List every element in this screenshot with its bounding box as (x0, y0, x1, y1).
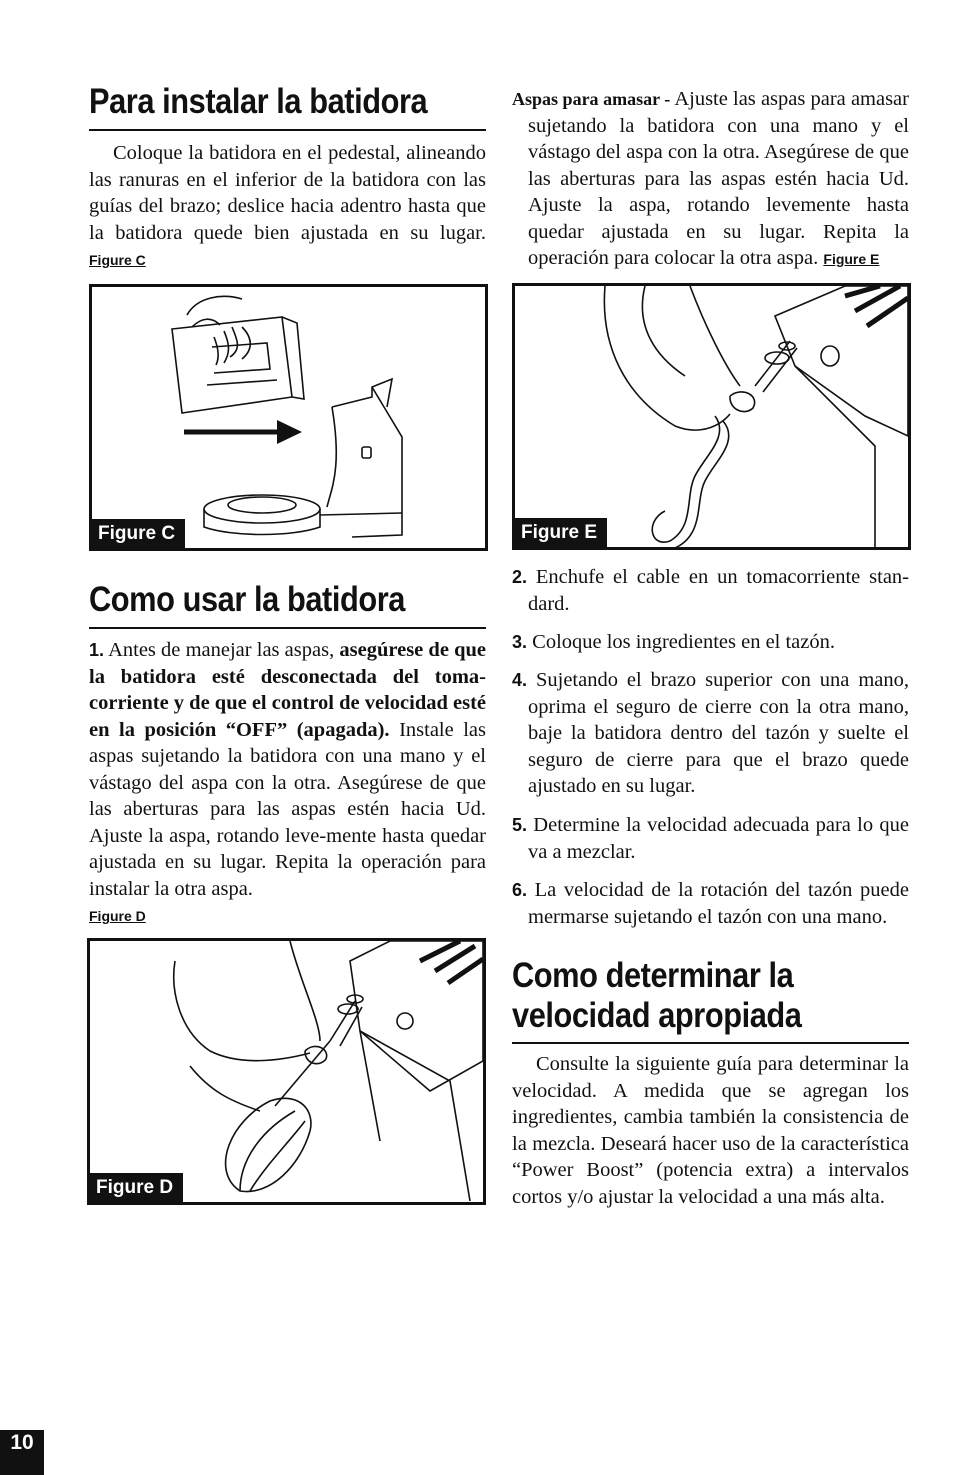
section-title: Para instalar la batidora (89, 82, 428, 121)
list-item (512, 667, 909, 800)
list-item (512, 564, 909, 617)
step-text: La velocidad de la rotación del tazón puede mermarse sujetando el tazón con una mano. (528, 879, 909, 928)
figure-e-label: Figure E (515, 518, 607, 547)
figure-d (87, 938, 486, 1205)
step-number: 4. (512, 670, 528, 690)
section-speed-header (512, 956, 909, 1044)
step-1-warning: asegúrese de que la batidora esté desconectada del toma-corriente y de que el control de velocidad esté en la posición “OFF” (apagada). (89, 639, 487, 741)
section-install-header (89, 82, 486, 131)
speed-paragraph: Consulte la siguiente guía para determinar la velocidad. A medida que se agregan los ingredientes, cambia también la consistencia de la mezcla. Deseará hacer uso de la característica “Power Boost” (potencia extra) a intervalos cortos y/o ajustar la velocidad a una más alta. (512, 1053, 909, 1208)
section-use-header (89, 580, 486, 629)
step-1-text: Instale las aspas sujetando la batidora con una mano y el vástago del aspa con la otra. Asegúrese de que las aberturas para las aspas estén hacia Ud. Ajuste la aspa, rotando leve-mente hasta quedar ajustada en su lugar. Repita la operación para instalar la otra aspa. (89, 718, 486, 900)
dough-hook-text: Ajuste las aspas para amasar sujetando la batidora con una mano y el vástago del aspa con la otra. Asegúrese de que las aberturas para las aspas estén hacia Ud. Ajuste la aspa, rotando levemente hasta quedar ajustada en su lugar. Repita la operación para colocar la otra aspa. (528, 88, 909, 269)
step-number: 3. (512, 632, 528, 652)
section-title-line1: Como determinar la (512, 956, 794, 995)
section-title: Como usar la batidora (89, 580, 405, 619)
step-1-paragraph (89, 637, 486, 930)
list-item (512, 877, 909, 930)
figure-d-label: Figure D (90, 1173, 183, 1202)
figure-c-reference: Figure C (89, 252, 146, 268)
install-text: Coloque la batidora en el pedestal, alineando las ranuras en el inferior de la batidora con las guías del brazo; deslice hacia adentro hasta que la batidora quede bien ajustada en su lugar. (89, 142, 486, 244)
dough-hook-insertion-illustration (515, 286, 908, 547)
dough-hook-lead: Aspas para amasar - (512, 89, 671, 109)
list-item (512, 629, 909, 656)
step-number: 2. (512, 567, 528, 587)
step-number: 6. (512, 880, 528, 900)
page-number: 10 (0, 1430, 44, 1475)
step-text: Determine la velocidad adecuada para lo que va a mezclar. (528, 814, 910, 863)
list-item (512, 812, 909, 865)
figure-e-reference: Figure E (823, 251, 880, 267)
figure-c (89, 284, 488, 551)
step-1-intro: Antes de manejar las aspas, (108, 639, 335, 661)
dough-hook-paragraph (512, 86, 909, 273)
beater-insertion-illustration (90, 941, 483, 1202)
step-number: 1. (89, 640, 105, 660)
section-title-line2: velocidad apropiada (512, 996, 802, 1035)
step-text: Sujetando el brazo superior con una mano, oprima el seguro de cierre con la otra mano, baje la batidora dentro del tazón y suelte el seguro de cierre para que el brazo quede ajustado en su lugar. (528, 669, 909, 797)
figure-c-label: Figure C (92, 519, 185, 548)
mixer-on-stand-illustration (92, 287, 485, 548)
step-number: 5. (512, 815, 528, 835)
install-paragraph (89, 140, 486, 274)
step-text: Coloque los ingredientes en el tazón. (532, 631, 836, 653)
figure-d-reference: Figure D (89, 908, 146, 924)
step-text: Enchufe el cable en un tomacorriente stan-dard. (528, 566, 909, 615)
figure-e (512, 283, 911, 550)
